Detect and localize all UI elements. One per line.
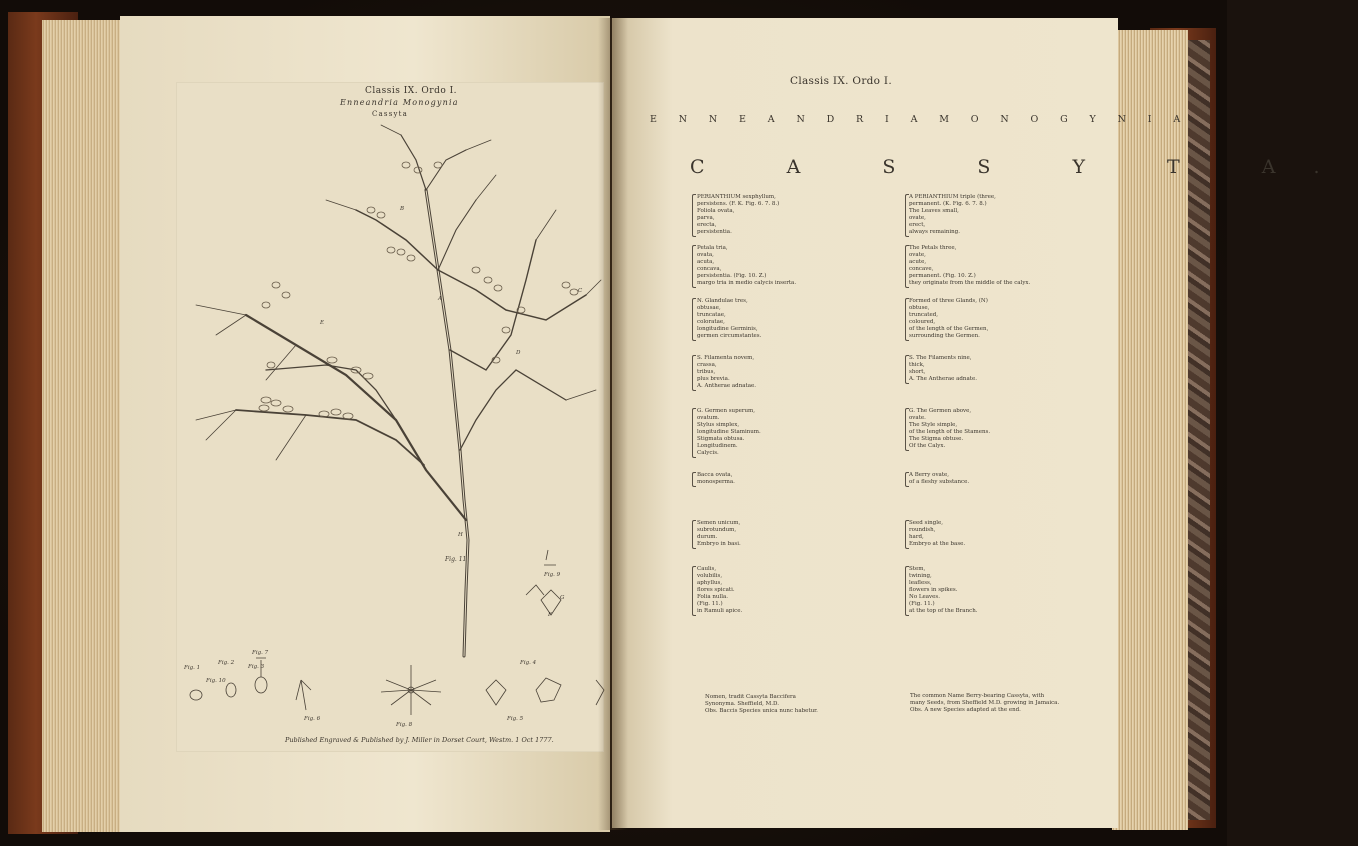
entry-line: short, xyxy=(909,369,926,375)
entry-lines xyxy=(697,194,779,236)
entry-line: Embryo at the base. xyxy=(909,541,966,547)
entry-line: longitudine Staminum. xyxy=(697,429,761,435)
entry-line: truncated, xyxy=(909,312,939,318)
entry-line: concava, xyxy=(697,266,722,272)
entry-line: Folia nulla. xyxy=(697,594,729,600)
entry-brace xyxy=(692,566,696,616)
entry-line: flowers in spikes. xyxy=(909,587,958,593)
entry-line: erecta, xyxy=(697,222,717,228)
letter-g-label: G xyxy=(560,595,565,601)
page-order-heading: E N N E A N D R I A M O N O G Y N I A. xyxy=(650,114,1203,125)
letter-a-label: A xyxy=(438,296,442,302)
entry-line: (Fig. 11.) xyxy=(909,601,935,607)
entry-line: S. The Filaments nine, xyxy=(909,355,972,361)
letter-b-label: B xyxy=(400,206,405,212)
entry-line: crassa, xyxy=(697,362,717,368)
entry-line: ovate, xyxy=(909,252,926,258)
entry-brace xyxy=(692,520,696,549)
entry-line: longitudine Germinis, xyxy=(697,326,758,332)
flower-detail-figures xyxy=(176,540,604,730)
entry-line: acuta, xyxy=(697,259,715,265)
entry-lines xyxy=(909,355,977,383)
entry-line: ovata, xyxy=(697,252,714,258)
entry-brace xyxy=(692,472,696,487)
entry-line: coloured, xyxy=(909,319,936,325)
entry-line: at the top of the Branch. xyxy=(909,608,978,614)
entry-line: ovatum. xyxy=(697,415,720,421)
entry-line: A. Antherae adnatae. xyxy=(697,383,757,389)
entry-line: G. Germen superum, xyxy=(697,408,756,414)
fig-2-label: Fig. 2 xyxy=(218,660,235,666)
entry-line: ovate, xyxy=(909,215,926,221)
fig-3-label: Fig. 3 xyxy=(248,664,265,670)
entry-line: Formed of three Glands, (N) xyxy=(909,298,988,304)
page-classis-heading: Classis IX. Ordo I. xyxy=(790,75,893,87)
entry-line: flores spicati. xyxy=(697,587,735,593)
entry-line: tribus, xyxy=(697,369,716,375)
entry-line: The Style simple, xyxy=(909,422,958,428)
entry-lines xyxy=(909,245,1030,287)
entry-line: subrotundum, xyxy=(697,527,737,533)
entry-line: A. The Antherae adnate. xyxy=(909,376,977,382)
entry-line: in Ramuli apice. xyxy=(697,608,743,614)
entry-brace xyxy=(692,245,696,288)
entry-line: they originate from the middle of the calyx. xyxy=(909,280,1031,286)
fig-7-label: Fig. 7 xyxy=(252,650,269,656)
entry-line: Semen unicum, xyxy=(697,520,741,526)
fig-1-label: Fig. 1 xyxy=(184,665,201,671)
page-block-left xyxy=(42,20,124,832)
entry-line: Foliola ovata, xyxy=(697,208,735,214)
letter-c-label: C xyxy=(578,288,583,294)
plate-subtitle: Enneandria Monogynia xyxy=(340,98,459,107)
entry-line: N. Glandulae tres, xyxy=(697,298,748,304)
latin-note-line: Nomen, tradit Cassyta Baccifera xyxy=(705,694,796,700)
page-genus-heading: C A S S Y T A. xyxy=(690,156,1358,178)
entry-line: persistens. (F. K. Fig. 6. 7. 8.) xyxy=(697,201,780,207)
entry-line: of the length of the Germen, xyxy=(909,326,989,332)
entry-line: of a fleshy substance. xyxy=(909,479,970,485)
entry-line: Of the Calyx. xyxy=(909,443,946,449)
entry-line: No Leaves. xyxy=(909,594,940,600)
entry-line: The Stigma obtuse. xyxy=(909,436,964,442)
entry-brace xyxy=(692,408,696,458)
entry-line: thick, xyxy=(909,362,925,368)
english-note-line: many Seeds, from Sheffield M.D. growing in Jamaica. xyxy=(910,700,1060,706)
entry-line: Stigmata obtusa. xyxy=(697,436,745,442)
entry-line: of the length of the Stamens. xyxy=(909,429,991,435)
entry-lines xyxy=(697,408,761,457)
entry-lines xyxy=(697,245,796,287)
fig-9-label: Fig. 9 xyxy=(544,572,561,578)
entry-brace xyxy=(692,355,696,391)
entry-line: monosperma. xyxy=(697,479,735,485)
latin-note-line: Obs. Baccis Species unica nunc habetur. xyxy=(705,708,818,714)
entry-lines xyxy=(909,408,990,450)
letter-f-label: F xyxy=(548,612,552,618)
entry-lines xyxy=(909,472,969,486)
entry-line: aphyllus, xyxy=(697,580,723,586)
entry-line: Bacca ovata, xyxy=(697,472,733,478)
plate-imprint: Published Engraved & Published by J. Miller in Dorset Court, Westm. 1 Oct 1777. xyxy=(285,736,554,744)
entry-line: twining, xyxy=(909,573,932,579)
entry-line: plus brevia. xyxy=(697,376,730,382)
fig-8-label: Fig. 8 xyxy=(396,722,413,728)
entry-line: coloratae, xyxy=(697,319,725,325)
entry-line: A Berry ovate, xyxy=(909,472,950,478)
entry-line: S. Filamenta novem, xyxy=(697,355,755,361)
entry-line: G. The Germen above, xyxy=(909,408,972,414)
entry-line: permanent. (K. Fig. 6. 7. 8.) xyxy=(909,201,987,207)
entry-lines xyxy=(697,566,742,615)
entry-lines xyxy=(697,355,756,390)
entry-line: ovate. xyxy=(909,415,926,421)
english-note-line: Obs. A new Species adapted at the end. xyxy=(910,707,1021,713)
plate-genus: Cassyta xyxy=(372,110,409,118)
entry-line: obtusae, xyxy=(697,305,721,311)
fig-6-label: Fig. 6 xyxy=(304,716,321,722)
entry-lines xyxy=(697,520,741,548)
entry-lines xyxy=(697,472,735,486)
entry-line: leafless, xyxy=(909,580,932,586)
entry-line: Calycis. xyxy=(697,450,719,456)
entry-line: The Petals three, xyxy=(909,245,957,251)
entry-brace xyxy=(692,194,696,237)
entry-line: erect, xyxy=(909,222,926,228)
entry-lines xyxy=(909,566,978,615)
entry-line: PERIANTHIUM sexphyllum, xyxy=(697,194,776,200)
entry-lines xyxy=(697,298,761,340)
plate-title: Classis IX. Ordo I. xyxy=(365,86,458,96)
entry-line: persistentia. xyxy=(697,229,732,235)
entry-line: obtuse, xyxy=(909,305,930,311)
entry-lines xyxy=(909,298,988,340)
entry-line: always remaining. xyxy=(909,229,960,235)
entry-line: Longitudinem. xyxy=(697,443,738,449)
entry-line: margo tria in medio calycis inserta. xyxy=(697,280,797,286)
entry-line: The Leaves small, xyxy=(909,208,959,214)
entry-line: volubilis, xyxy=(697,573,723,579)
latin-note xyxy=(705,694,818,715)
entry-line: truncatae, xyxy=(697,312,726,318)
english-note-line: The common Name Berry-bearing Cassyta, with xyxy=(910,693,1045,699)
entry-line: concave, xyxy=(909,266,934,272)
entry-line: surrounding the Germen. xyxy=(909,333,980,339)
fig-5-label: Fig. 5 xyxy=(507,716,524,722)
letter-e-label: E xyxy=(320,320,325,326)
entry-lines xyxy=(909,194,996,236)
entry-line: Caulis, xyxy=(697,566,717,572)
page-block-right xyxy=(1112,30,1188,830)
fig-4-label: Fig. 4 xyxy=(520,660,537,666)
entry-line: hard, xyxy=(909,534,924,540)
entry-line: acute, xyxy=(909,259,927,265)
fig-10-label: Fig. 10 xyxy=(206,678,226,684)
entry-line: Stem, xyxy=(909,566,926,572)
entry-line: germen circumstantes. xyxy=(697,333,762,339)
entry-line: parva, xyxy=(697,215,715,221)
letter-h-label: H xyxy=(458,532,463,538)
entry-line: roundish, xyxy=(909,527,936,533)
entry-lines xyxy=(909,520,965,548)
latin-note-line: Synonyma. Sheffield, M.D. xyxy=(705,701,779,707)
book-gutter xyxy=(598,18,628,830)
entry-line: Stylus simplex, xyxy=(697,422,740,428)
entry-line: durum. xyxy=(697,534,718,540)
fig-11-label: Fig. 11 xyxy=(445,556,467,563)
entry-line: Embryo in basi. xyxy=(697,541,741,547)
entry-line: persistentia. (Fig. 10. Z.) xyxy=(697,273,767,279)
entry-line: (Fig. 11.) xyxy=(697,601,723,607)
entry-brace xyxy=(692,298,696,341)
entry-line: A PERIANTHIUM triple (three, xyxy=(909,194,996,200)
letter-d-label: D xyxy=(516,350,521,356)
entry-line: Seed single, xyxy=(909,520,943,526)
entry-line: permanent. (Fig. 10. Z.) xyxy=(909,273,976,279)
entry-line: Petala tria, xyxy=(697,245,728,251)
english-note xyxy=(910,693,1059,714)
